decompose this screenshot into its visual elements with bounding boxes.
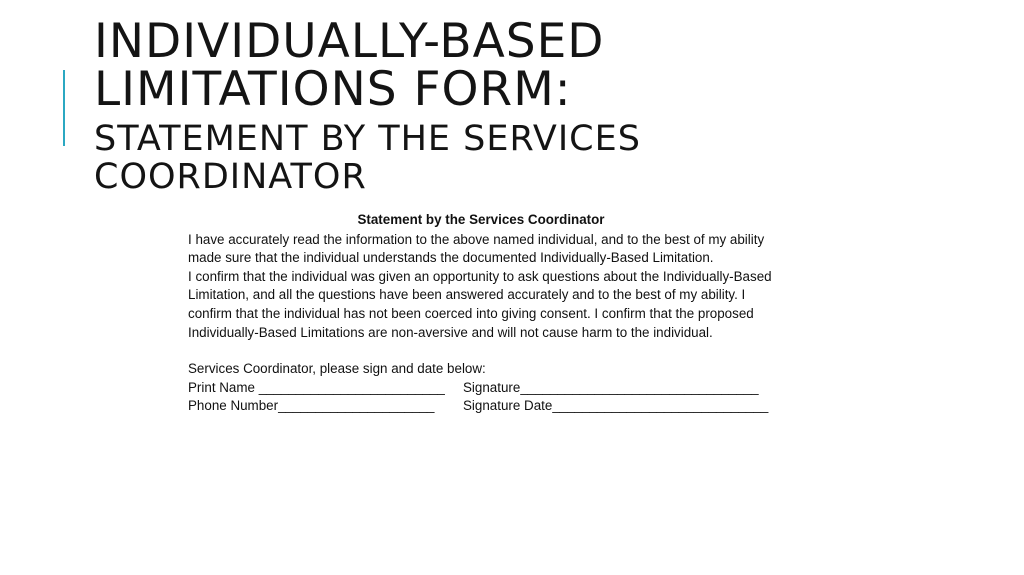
signature-date-line: Signature Date_____________________________ [463,398,769,414]
print-name-line: Print Name _________________________ [188,379,445,395]
phone-number-line: Phone Number_____________________ [188,398,435,414]
title-accent-bar [63,70,65,146]
form-heading: Statement by the Services Coordinator [357,212,605,227]
subtitle-line-1: STATEMENT BY THE SERVICES [94,119,641,159]
title-line-2: LIMITATIONS FORM: [94,62,572,117]
signature-row-1 [186,379,776,398]
title-line-1: INDIVIDUALLY-BASED [94,14,605,69]
form-spacer [186,342,776,360]
form-paragraph-1: I have accurately read the information to the above named individual, and to the best of my ability made sure that the individual understands the documented Individually-Based Limitation. [188,231,765,266]
signature-line: Signature________________________________ [463,379,759,395]
signature-row-2 [186,397,776,416]
subtitle-line-2: COORDINATOR [94,157,367,197]
form-instruction: Services Coordinator, please sign and date below: [188,361,486,377]
slide-title [94,14,641,197]
form-paragraph-2: I confirm that the individual was given an opportunity to ask questions about the Individually-Based Limitation, and all the questions have been answered accurately and to the best of my ability. I confirm that the individual has not been coerced into giving consent. I confirm that the proposed Individually-Based Limitations are non-aversive and will not cause harm to the individual. [188,268,772,340]
form-statement-image [186,211,776,416]
